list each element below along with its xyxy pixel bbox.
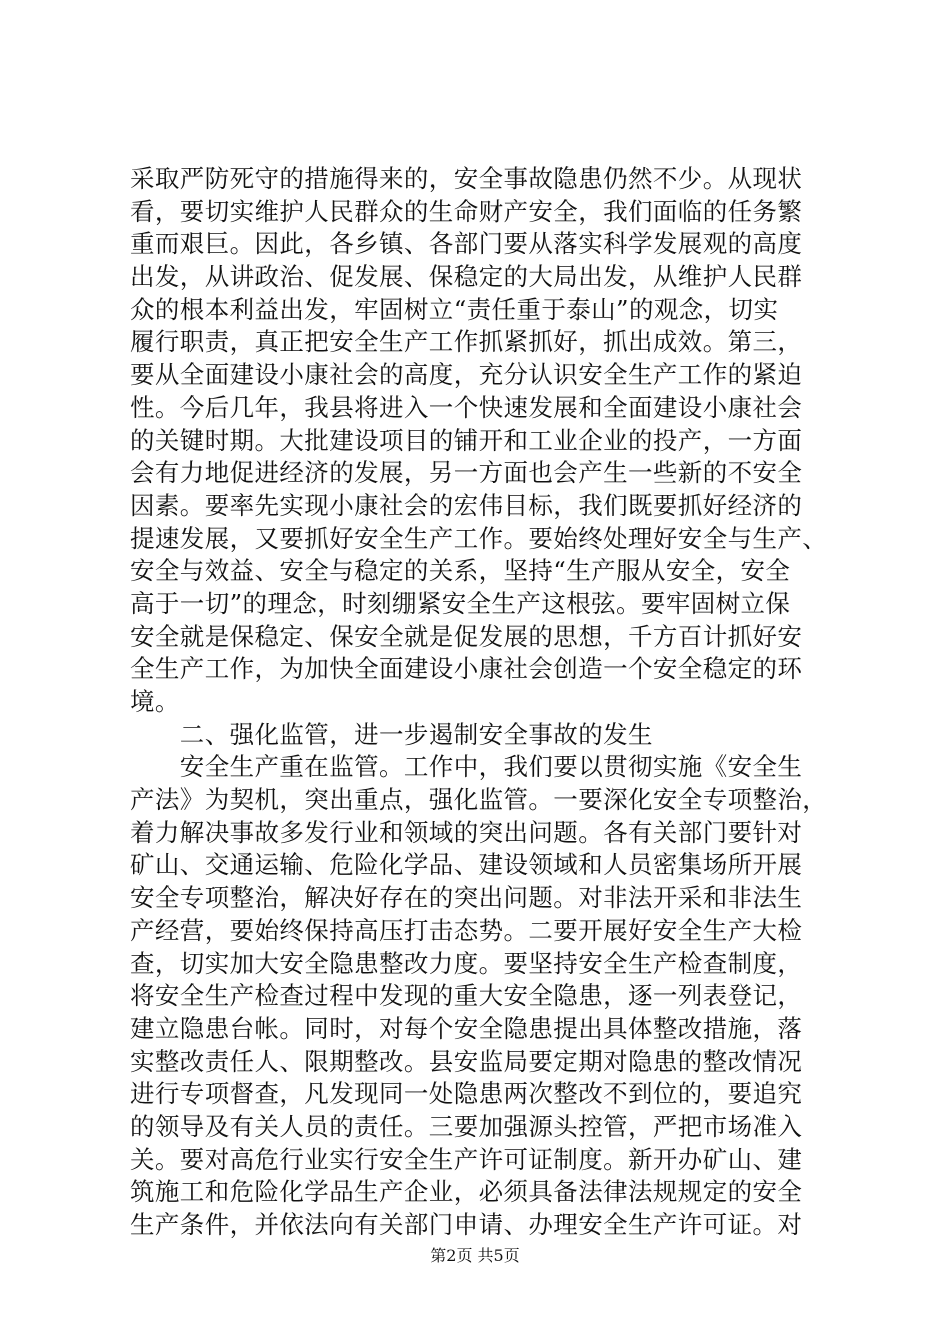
text-line: 实整改责任人、限期整改。县安监局要定期对隐患的整改情况: [130, 1046, 803, 1076]
page-footer: 第2页 共5页: [430, 1246, 520, 1265]
text-line: 产经营，要始终保持高压打击态势。二要开展好安全生产大检: [130, 915, 803, 945]
text-line: 的领导及有关人员的责任。三要加强源头控管，严把市场准入: [130, 1111, 803, 1141]
text-line: 产法》为契机，突出重点，强化监管。一要深化安全专项整治，: [130, 785, 828, 815]
text-line: 着力解决事故多发行业和领域的突出问题。各有关部门要针对: [130, 817, 803, 847]
text-line: 因素。要率先实现小康社会的宏伟目标，我们既要抓好经济的: [130, 490, 803, 520]
text-line: 安全专项整治，解决好存在的突出问题。对非法开采和非法生: [130, 883, 803, 913]
text-line: 重而艰巨。因此，各乡镇、各部门要从落实科学发展观的高度: [130, 229, 803, 259]
text-line: 筑施工和危险化学品生产企业，必须具备法律法规规定的安全: [130, 1177, 803, 1207]
text-line: 会有力地促进经济的发展，另一方面也会产生一些新的不安全: [130, 458, 803, 488]
text-line: 看，要切实维护人民群众的生命财产安全，我们面临的任务繁: [130, 196, 803, 226]
text-line: 矿山、交通运输、危险化学品、建设领域和人员密集场所开展: [130, 850, 803, 880]
text-line: 全生产工作，为加快全面建设小康社会创造一个安全稳定的环: [130, 654, 803, 684]
text-line: 将安全生产检查过程中发现的重大安全隐患，逐一列表登记，: [130, 981, 803, 1011]
document-body: [130, 163, 840, 1242]
text-line: 履行职责，真正把安全生产工作抓紧抓好，抓出成效。第三，: [130, 327, 803, 357]
text-line: 查，切实加大安全隐患整改力度。要坚持安全生产检查制度，: [130, 948, 803, 978]
text-line: 提速发展，又要抓好安全生产工作。要始终处理好安全与生产、: [130, 523, 828, 553]
text-line: 二、强化监管，进一步遏制安全事故的发生: [130, 719, 653, 749]
text-line: 境。: [130, 687, 180, 716]
text-line: 性。今后几年，我县将进入一个快速发展和全面建设小康社会: [130, 392, 803, 422]
text-line: 安全生产重在监管。工作中，我们要以贯彻实施《安全生: [130, 752, 803, 782]
text-line: 进行专项督查，凡发现同一处隐患两次整改不到位的，要追究: [130, 1079, 803, 1109]
text-line: 的关键时期。大批建设项目的铺开和工业企业的投产，一方面: [130, 425, 803, 455]
text-line: 出发，从讲政治、促发展、保稳定的大局出发，从维护人民群: [130, 262, 803, 292]
text-line: 安全与效益、安全与稳定的关系，坚持“生产服从安全，安全: [130, 556, 791, 586]
text-line: 建立隐患台帐。同时，对每个安全隐患提出具体整改措施，落: [130, 1013, 803, 1043]
text-line: 高于一切”的理念，时刻绷紧安全生产这根弦。要牢固树立保: [130, 588, 791, 618]
text-line: 众的根本利益出发，牢固树立“责任重于泰山”的观念，切实: [130, 294, 779, 324]
text-line: 要从全面建设小康社会的高度，充分认识安全生产工作的紧迫: [130, 360, 803, 390]
text-line: 采取严防死守的措施得来的，安全事故隐患仍然不少。从现状: [130, 164, 803, 193]
text-line: 安全就是保稳定、保安全就是促发展的思想，千方百计抓好安: [130, 621, 803, 651]
text-line: 生产条件，并依法向有关部门申请、办理安全生产许可证。对: [130, 1210, 803, 1239]
text-line: 关。要对高危行业实行安全生产许可证制度。新开办矿山、建: [130, 1144, 803, 1174]
